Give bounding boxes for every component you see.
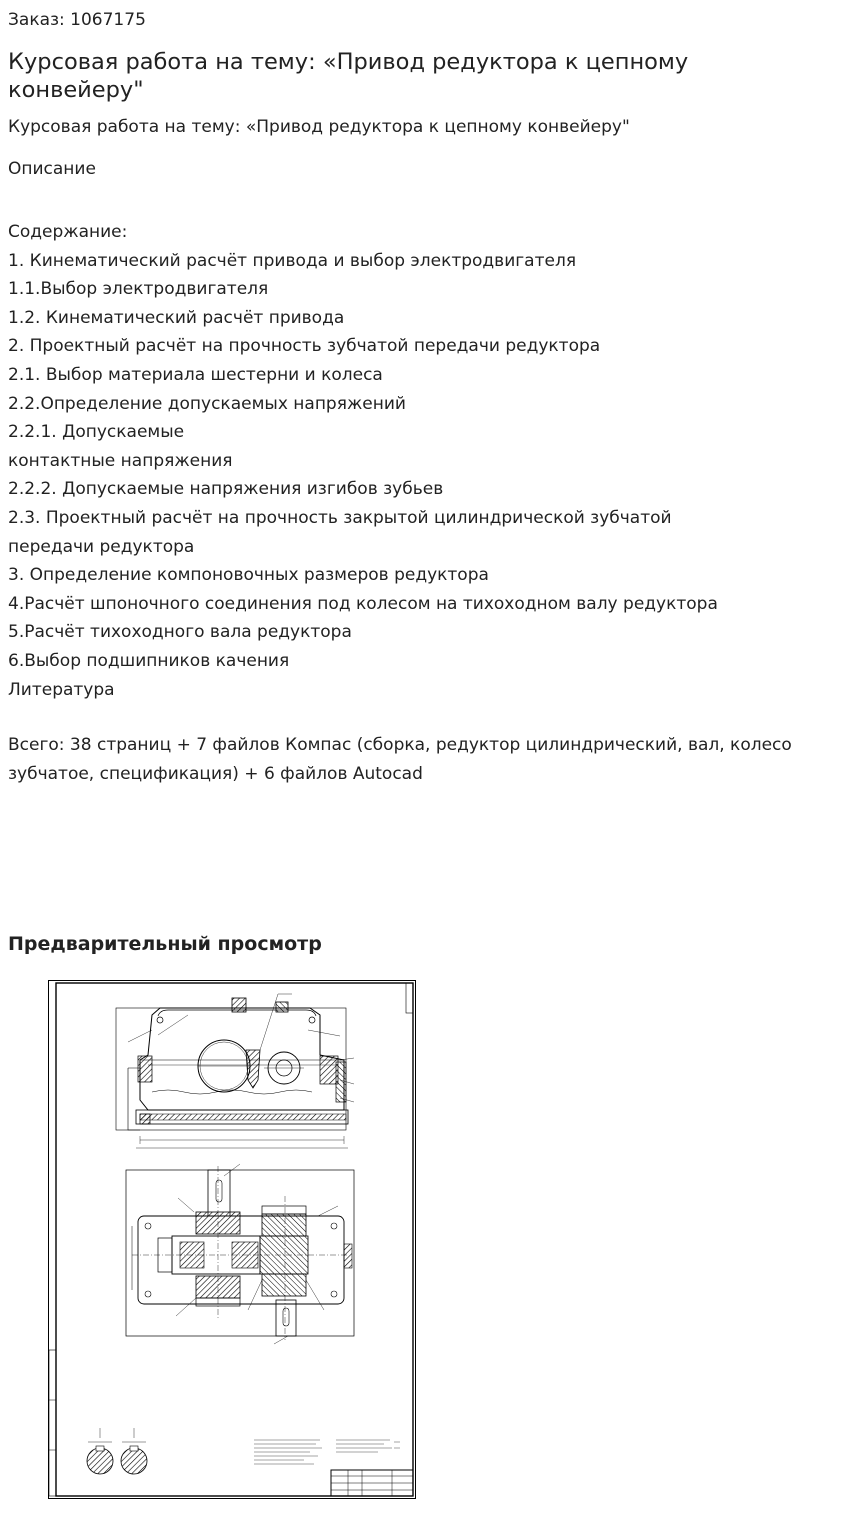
preview-heading: Предварительный просмотр (8, 933, 322, 955)
contents-item: 6.Выбор подшипников качения (8, 650, 290, 671)
page-title: Курсовая работа на тему: «Привод редуктора к цепному конвейеру" (8, 49, 689, 103)
description-heading: Описание (8, 159, 96, 179)
contents-item: контактные напряжения (8, 450, 233, 471)
contents-item: 2.2.Определение допускаемых напряжений (8, 393, 406, 414)
order-number: Заказ: 1067175 (8, 10, 146, 30)
page-subtitle: Курсовая работа на тему: «Привод редуктора к цепному конвейеру" (8, 117, 630, 137)
contents-item: 3. Определение компоновочных размеров редуктора (8, 565, 489, 586)
contents-item: 2.3. Проектный расчёт на прочность закрытой цилиндрической зубчатой (8, 507, 672, 528)
contents-item: 4.Расчёт шпоночного соединения под колесом на тихоходном валу редуктора (8, 593, 718, 614)
contents-item: 1.2. Кинематический расчёт привода (8, 307, 345, 328)
contents-item: 5.Расчёт тихоходного вала редуктора (8, 622, 352, 643)
contents-item: 2.2.1. Допускаемые (8, 422, 185, 443)
contents-item: передачи редуктора (8, 536, 195, 557)
total-summary: Всего: 38 страниц + 7 файлов Компас (сборка, редуктор цилиндрический, вал, колесо зубчатое, спецификация) + 6 файлов Autocad (8, 735, 792, 784)
contents-item: 2.1. Выбор материала шестерни и колеса (8, 364, 383, 385)
contents-item: Литература (8, 679, 115, 700)
contents-item: 1.1.Выбор электродвигателя (8, 279, 269, 300)
drawing-preview-image (48, 980, 416, 1499)
contents-item: 2. Проектный расчёт на прочность зубчатой передачи редуктора (8, 336, 601, 357)
contents-item: 1. Кинематический расчёт привода и выбор электродвигателя (8, 250, 577, 271)
contents-heading: Содержание: (8, 222, 128, 242)
contents-list (8, 218, 838, 704)
drawing-preview[interactable] (48, 980, 416, 1499)
contents-item: 2.2.2. Допускаемые напряжения изгибов зубьев (8, 479, 444, 500)
